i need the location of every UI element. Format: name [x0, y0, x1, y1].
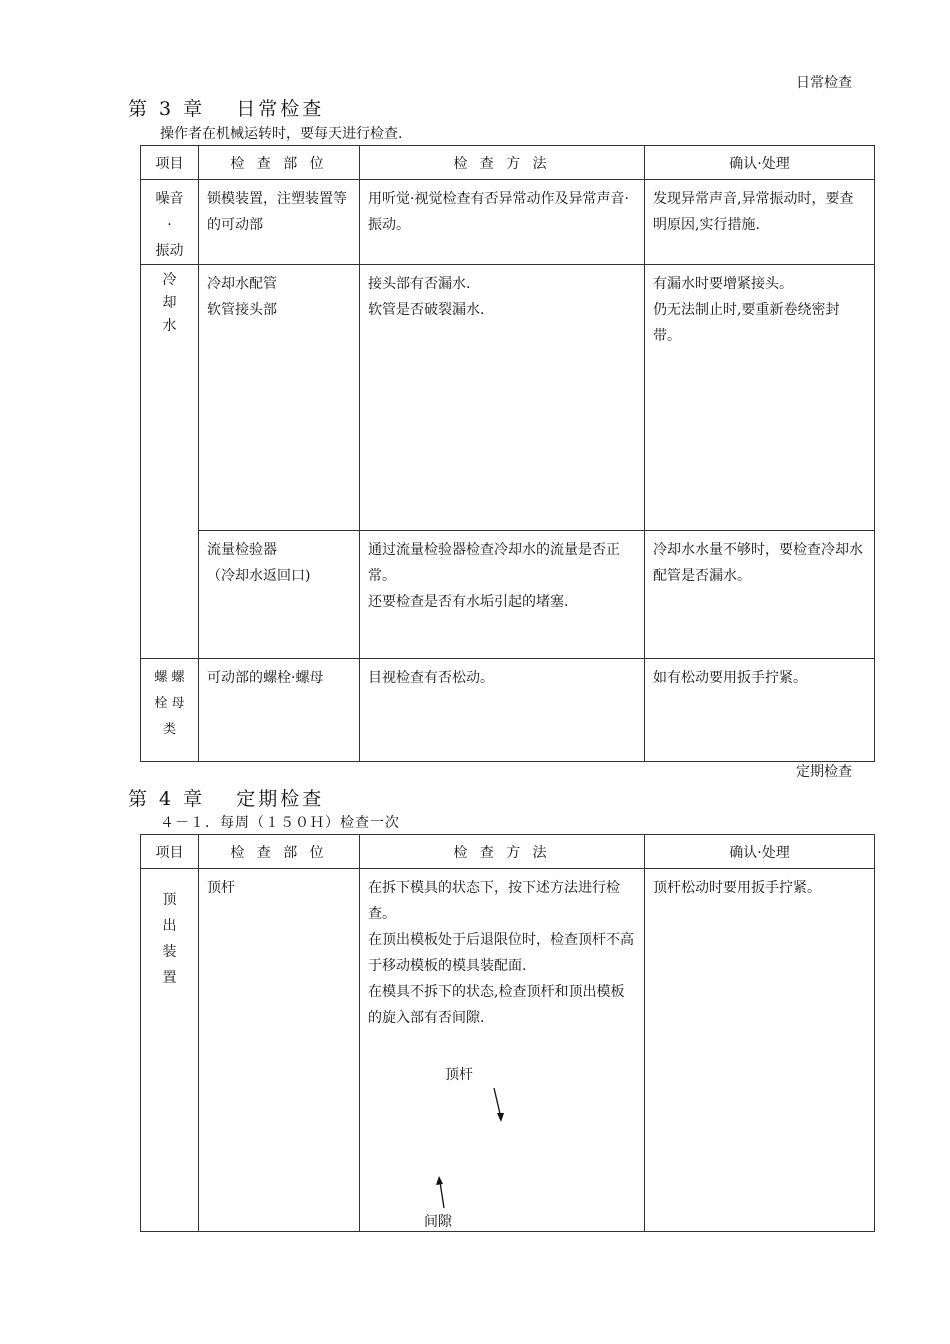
- header-item: 项目: [141, 835, 199, 869]
- header-action: 确认·处理: [645, 835, 875, 869]
- chapter4-title: 第 4 章 定期检查: [128, 788, 325, 810]
- item-cell-cooling: 冷 却 水: [141, 265, 199, 659]
- location-cell: 锁模装置，注塑装置等的可动部: [199, 180, 360, 265]
- table-row: [141, 180, 875, 265]
- table-header-row: [141, 835, 875, 869]
- action-cell: 发现异常声音,异常振动时，要查明原因,实行措施.: [645, 180, 875, 265]
- header-method: 检 查 方 法: [360, 146, 645, 180]
- table-row: [141, 531, 875, 659]
- table-row: [141, 659, 875, 762]
- action-cell: 冷却水水量不够时，要检查冷却水配管是否漏水。: [645, 531, 875, 659]
- chapter4-subsection: ４－１．每周（１５０Ｈ）检查一次: [160, 815, 400, 831]
- table-header-row: [141, 146, 875, 180]
- daily-check-table: [140, 145, 875, 762]
- method-cell: 通过流量检验器检查冷却水的流量是否正常。 还要检查是否有水垢引起的堵塞.: [360, 531, 645, 659]
- method-cell: 接头部有否漏水. 软管是否破裂漏水.: [360, 265, 645, 531]
- header-location: 检 查 部 位: [199, 835, 360, 869]
- location-cell: 顶杆: [199, 869, 360, 1232]
- method-cell: 在拆下模具的状态下，按下述方法进行检查。 在顶出模板处于后退限位时，检查顶杆不高于移动模板的模具装配面. 在模具不拆下的状态,检查顶杆和顶出模板的旋入部有否间隙.: [360, 869, 645, 1232]
- action-cell: 有漏水时要增紧接头。 仍无法制止时,要重新卷绕密封带。: [645, 265, 875, 531]
- table-row: [141, 265, 875, 531]
- action-cell: 如有松动要用扳手拧紧。: [645, 659, 875, 762]
- method-cell: 用听觉·视觉检查有否异常动作及异常声音·振动。: [360, 180, 645, 265]
- arrow-gap-icon: [436, 1176, 444, 1208]
- item-cell-bolts: 螺 螺 栓 母 类: [141, 659, 199, 762]
- page-header-daily: 日常检查: [796, 75, 852, 91]
- page-header-periodic: 定期检查: [796, 764, 852, 780]
- figure-arrows: [430, 1080, 510, 1210]
- chapter3-title: 第 3 章 日常检查: [128, 98, 325, 120]
- header-action: 确认·处理: [645, 146, 875, 180]
- action-cell: 顶杆松动时要用扳手拧紧。: [645, 869, 875, 1232]
- location-cell: 可动部的螺栓·螺母: [199, 659, 360, 762]
- header-item: 项目: [141, 146, 199, 180]
- figure-label-pin: 顶杆: [445, 1067, 473, 1083]
- arrow-pin-icon: [494, 1088, 504, 1122]
- item-cell-ejector: 顶 出 装 置: [141, 869, 199, 1232]
- header-method: 检 查 方 法: [360, 835, 645, 869]
- item-cell-noise: 噪音 · 振动: [141, 180, 199, 265]
- chapter3-intro: 操作者在机械运转时，要每天进行检查.: [160, 126, 403, 142]
- location-cell: 冷却水配管 软管接头部: [199, 265, 360, 531]
- figure-label-gap: 间隙: [424, 1214, 452, 1230]
- method-cell: 目视检查有否松动。: [360, 659, 645, 762]
- location-cell: 流量检验器 （冷却水返回口): [199, 531, 360, 659]
- header-location: 检 查 部 位: [199, 146, 360, 180]
